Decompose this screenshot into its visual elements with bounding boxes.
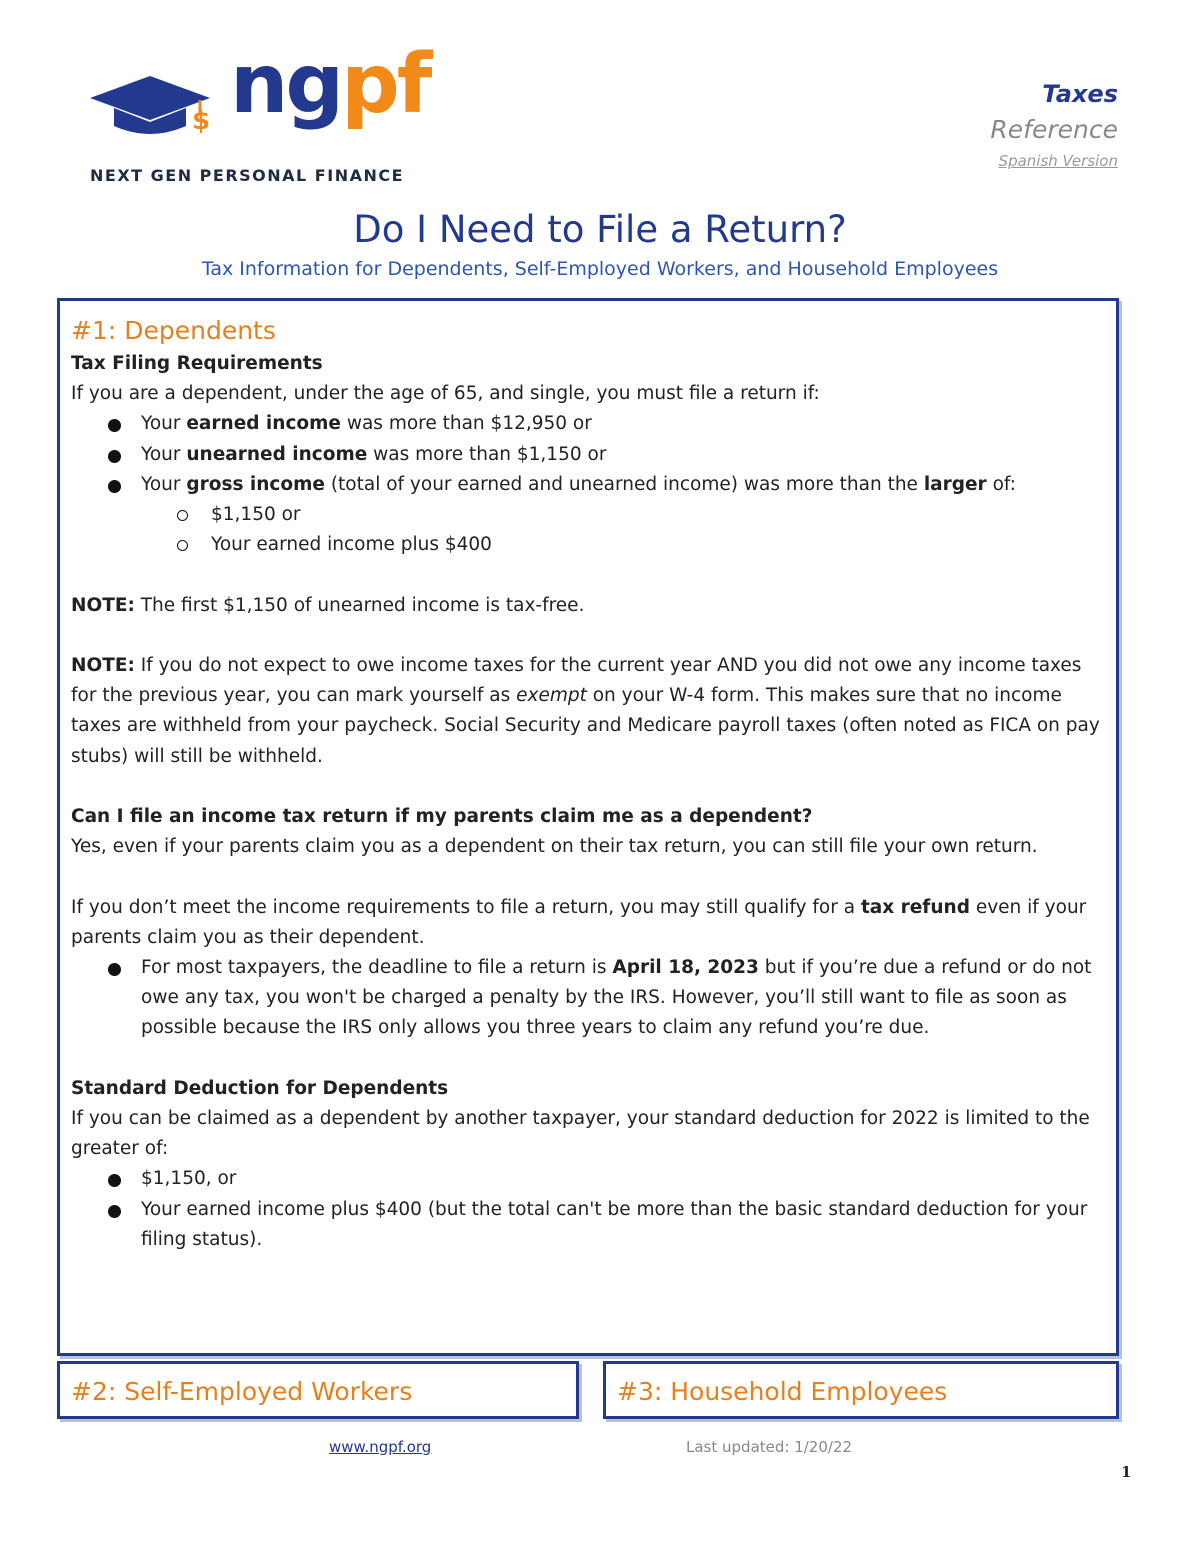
page-subtitle: Tax Information for Dependents, Self-Employed Workers, and Household Employees	[201, 258, 999, 280]
bullet-list	[71, 1164, 1104, 1255]
logo-ng: ng	[230, 37, 342, 132]
page-number: 1	[1121, 1463, 1132, 1481]
bullet-list	[71, 409, 1104, 560]
paragraph: If you can be claimed as a dependent by another taxpayer, your standard deduction for 2022 is limited to the greater of:	[71, 1108, 1090, 1160]
sub-list-item: Your earned income plus $400	[211, 530, 1104, 560]
section-household-employees	[603, 1361, 1119, 1419]
type-label: Reference	[990, 115, 1118, 144]
sub-list	[141, 500, 1104, 560]
section-title: #2: Self-Employed Workers	[71, 1377, 413, 1406]
bullet-list	[71, 953, 1104, 1044]
last-updated: Last updated: 1/20/22	[686, 1438, 853, 1456]
section-title: #3: Household Employees	[617, 1377, 948, 1406]
dollar-sign-mark: $	[192, 106, 211, 136]
heading-standard-deduction: Standard Deduction for Dependents	[71, 1077, 449, 1099]
paragraph: Yes, even if your parents claim you as a dependent on their tax return, you can still file your own return.	[71, 836, 1038, 858]
page-title: Do I Need to File a Return?	[353, 208, 847, 251]
section-dependents	[57, 298, 1119, 1356]
logo-wordmark	[230, 37, 430, 132]
website-link[interactable]: www.ngpf.org	[329, 1438, 432, 1456]
list-item: Your unearned income was more than $1,150 or	[141, 440, 1104, 470]
ngpf-logo	[88, 37, 430, 186]
list-item: For most taxpayers, the deadline to file a return is April 18, 2023 but if you’re due a refund or do not owe any tax, you won't be charged a penalty by the IRS. However, you’ll still want to file as soon as possible because the IRS only allows you three years to claim any refund you’re due.	[141, 953, 1104, 1044]
list-item: Your gross income (total of your earned and unearned income) was more than the larger of: $1,150 or Your earned income plus $400	[141, 470, 1104, 561]
section-body	[71, 349, 1104, 1255]
logo-pf: pf	[341, 37, 430, 132]
section-title: #1: Dependents	[71, 316, 276, 345]
logo-tagline: NEXT GEN PERSONAL FINANCE	[90, 166, 405, 185]
spanish-version-link[interactable]: Spanish Version	[998, 152, 1118, 170]
sub-list-item: $1,150 or	[211, 500, 1104, 530]
category-label: Taxes	[1042, 80, 1118, 108]
heading-dependent-question: Can I file an income tax return if my parents claim me as a dependent?	[71, 806, 813, 827]
list-item: Your earned income plus $400 (but the total can't be more than the basic standard deduction for your filing status).	[141, 1195, 1104, 1255]
note-paragraph: NOTE: If you do not expect to owe income taxes for the current year AND you did not owe any income taxes for the previous year, you can mark yourself as exempt on your W-4 form. This makes sure that no income taxes are withheld from your paycheck. Social Security and Medicare payroll taxes (often noted as FICA on pay stubs) will still be withheld.	[71, 655, 1100, 767]
list-item: $1,150, or	[141, 1164, 1104, 1194]
list-item: Your earned income was more than $12,950 or	[141, 409, 1104, 439]
section-self-employed	[57, 1361, 579, 1419]
heading-filing-requirements: Tax Filing Requirements	[71, 353, 323, 374]
paragraph: If you don’t meet the income requirements to file a return, you may still qualify for a tax refund even if your parents claim you as their dependent.	[71, 896, 1087, 948]
graduation-cap-icon	[88, 72, 238, 142]
note-paragraph: NOTE: The first $1,150 of unearned income is tax-free.	[71, 594, 585, 616]
paragraph: If you are a dependent, under the age of 65, and single, you must file a return if:	[71, 383, 820, 405]
header-meta	[990, 78, 1118, 172]
